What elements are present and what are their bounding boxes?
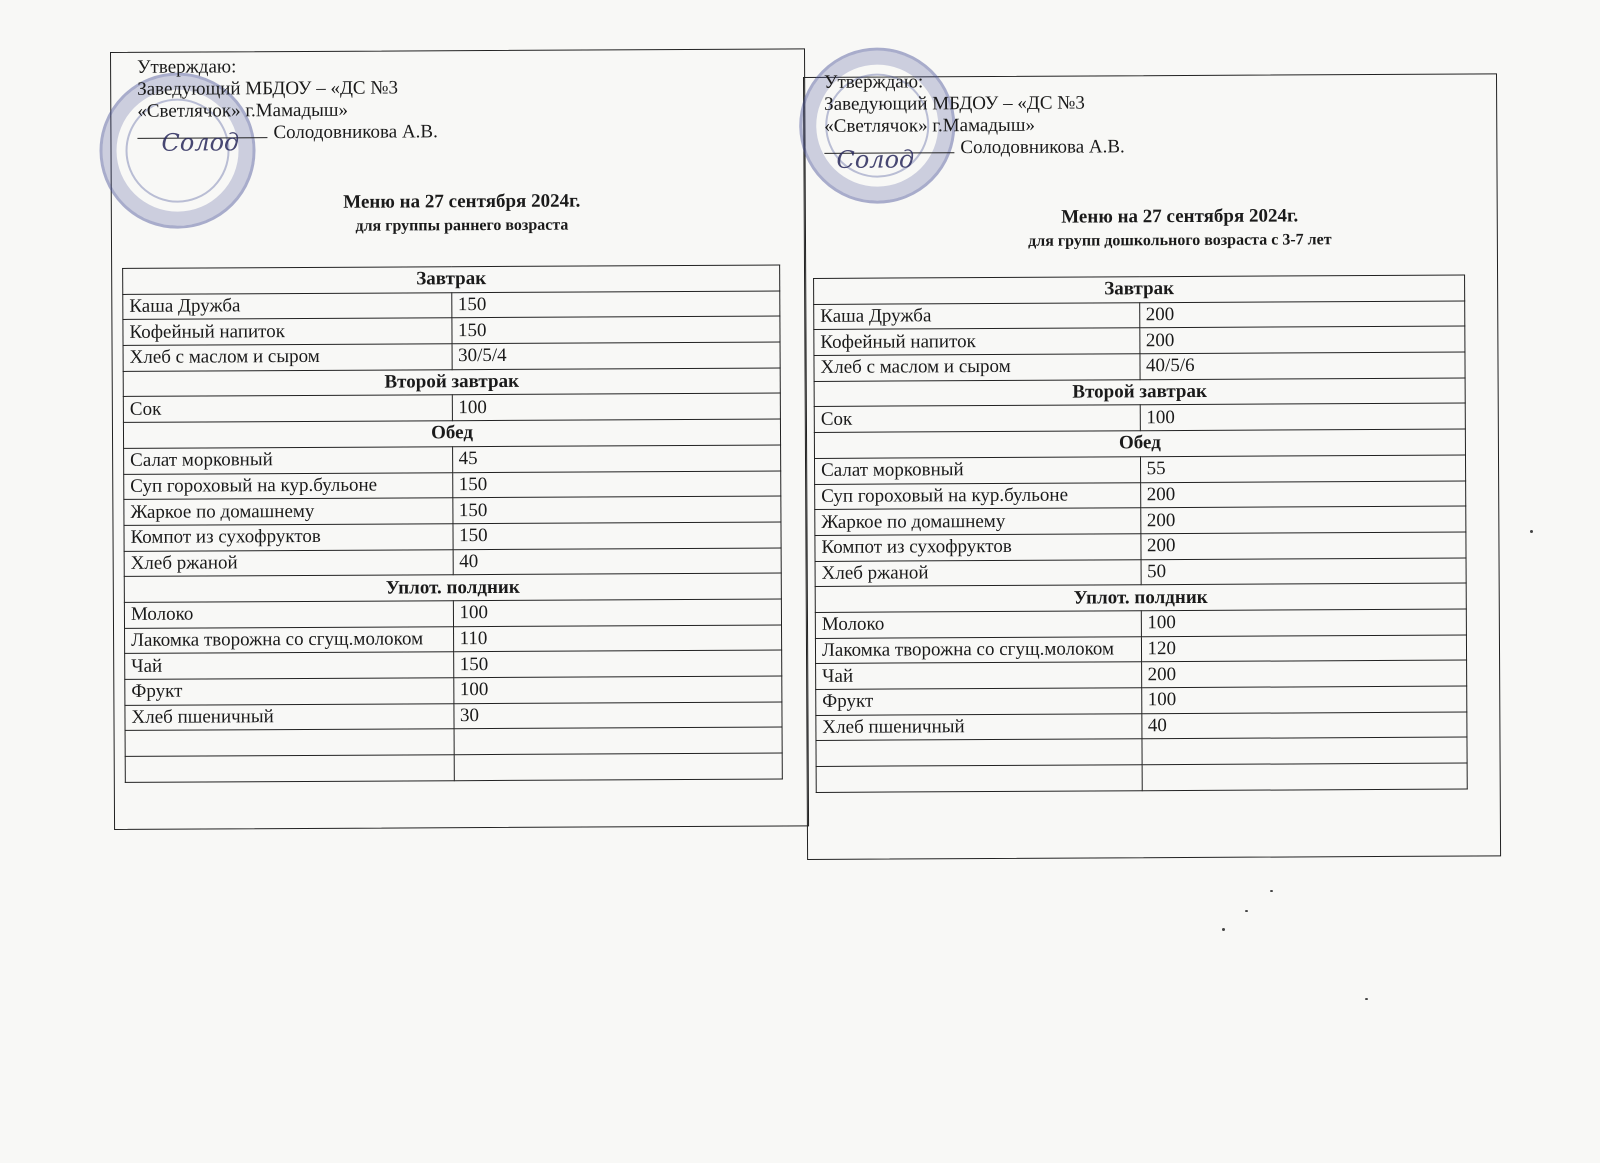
section-header-row xyxy=(124,573,781,602)
section-header-row xyxy=(815,583,1466,612)
portion-grams: 40 xyxy=(453,548,782,575)
dish-name: Лакомка творожна со сгущ.молоком xyxy=(815,636,1141,663)
handwritten-signature: Солод xyxy=(161,128,240,157)
dish-name: Салат морковный xyxy=(814,457,1140,484)
portion-grams: 50 xyxy=(1141,558,1467,585)
menu-title xyxy=(960,205,1400,251)
portion-grams: 110 xyxy=(453,625,782,652)
table-row xyxy=(816,737,1467,766)
approval-line: «Светлячок» г.Мамадыш» xyxy=(824,114,1035,137)
portion-grams: 100 xyxy=(1140,403,1466,430)
portion-grams: 100 xyxy=(452,393,781,420)
dish-name: Кофейный напиток xyxy=(123,318,452,345)
table-row xyxy=(125,625,782,654)
signature-line xyxy=(137,123,267,139)
table-row xyxy=(814,301,1465,330)
portion-grams: 150 xyxy=(453,650,782,677)
menu-panel-early-age xyxy=(110,48,809,830)
portion-grams: 100 xyxy=(1141,686,1467,713)
scan-speck xyxy=(1365,998,1368,1000)
section-header-row xyxy=(123,419,780,448)
menu-date-title: Меню на 27 сентября 2024г. xyxy=(1061,205,1299,228)
scan-speck xyxy=(1245,910,1248,912)
menu-date-title: Меню на 27 сентября 2024г. xyxy=(343,190,581,213)
table-row xyxy=(816,712,1467,741)
handwritten-signature: Солод xyxy=(836,145,915,174)
signature-line xyxy=(824,138,954,154)
table-row xyxy=(815,558,1466,587)
dish-name: Фрукт xyxy=(816,688,1142,715)
table-row xyxy=(125,676,782,705)
section-header-row xyxy=(814,378,1465,407)
table-row xyxy=(123,393,780,422)
portion-grams: 200 xyxy=(1140,532,1466,559)
dish-name xyxy=(816,765,1142,792)
table-row xyxy=(816,686,1467,715)
dish-name xyxy=(125,755,454,782)
table-row xyxy=(125,702,782,731)
table-row xyxy=(815,635,1466,664)
dish-name: Фрукт xyxy=(125,678,454,705)
signer-name: Солодовникова А.В. xyxy=(960,136,1125,159)
portion-grams: 120 xyxy=(1141,635,1467,662)
table-row xyxy=(814,352,1465,381)
dish-name: Молоко xyxy=(815,611,1141,638)
menu-panel-preschool xyxy=(803,73,1501,860)
portion-grams: 200 xyxy=(1139,326,1465,353)
section-title: Обед xyxy=(123,419,780,448)
dish-name: Сок xyxy=(123,395,452,422)
dish-name: Суп гороховый на кур.бульоне xyxy=(815,482,1141,509)
portion-grams: 200 xyxy=(1141,660,1467,687)
portion-grams: 45 xyxy=(452,445,781,472)
menu-title xyxy=(292,190,632,236)
table-row xyxy=(124,599,781,628)
dish-name: Хлеб с маслом и сыром xyxy=(123,344,452,371)
section-title: Второй завтрак xyxy=(123,368,780,397)
dish-name: Хлеб пшеничный xyxy=(125,703,454,730)
dish-name: Хлеб пшеничный xyxy=(816,713,1142,740)
portion-grams: 150 xyxy=(451,291,780,318)
approval-line: Заведующий МБДОУ – «ДС №3 xyxy=(824,92,1085,115)
table-row xyxy=(814,403,1465,432)
table-row xyxy=(124,496,781,525)
dish-name: Компот из сухофруктов xyxy=(815,534,1141,561)
menu-table xyxy=(813,275,1468,793)
portion-grams: 200 xyxy=(1140,506,1466,533)
dish-name: Лакомка творожна со сгущ.молоком xyxy=(125,626,454,653)
portion-grams: 40/5/6 xyxy=(1139,352,1465,379)
approval-line: Утверждаю: xyxy=(137,56,237,78)
approval-line: Заведующий МБДОУ – «ДС №3 xyxy=(137,77,398,100)
dish-name: Жаркое по домашнему xyxy=(815,508,1141,535)
section-title: Уплот. полдник xyxy=(815,583,1466,612)
portion-grams: 30 xyxy=(453,702,782,729)
portion-grams: 55 xyxy=(1140,455,1466,482)
section-title: Завтрак xyxy=(814,275,1465,304)
dish-name: Хлеб с маслом и сыром xyxy=(814,354,1140,381)
dish-name: Кофейный напиток xyxy=(814,328,1140,355)
table-row xyxy=(815,506,1466,535)
menu-table-body xyxy=(814,275,1468,792)
table-row xyxy=(123,291,780,320)
approval-block xyxy=(137,55,438,145)
menu-table-body xyxy=(123,265,783,782)
table-row xyxy=(124,522,781,551)
section-title: Завтрак xyxy=(123,265,780,294)
table-row xyxy=(814,326,1465,355)
portion-grams: 100 xyxy=(453,599,782,626)
dish-name: Каша Дружба xyxy=(814,302,1140,329)
scan-speck xyxy=(1530,530,1533,533)
table-row xyxy=(124,445,781,474)
menu-table xyxy=(122,264,783,782)
portion-grams: 40 xyxy=(1141,712,1467,739)
menu-group-subtitle: для групп дошкольного возраста с 3-7 лет xyxy=(1028,231,1332,250)
approval-line: «Светлячок» г.Мамадыш» xyxy=(137,99,349,122)
dish-name: Жаркое по домашнему xyxy=(124,498,453,525)
dish-name: Молоко xyxy=(124,601,453,628)
table-row xyxy=(123,316,780,345)
portion-grams xyxy=(454,727,783,754)
table-row xyxy=(124,470,781,499)
table-row xyxy=(815,481,1466,510)
dish-name: Каша Дружба xyxy=(123,292,452,319)
table-row xyxy=(124,548,781,577)
table-row xyxy=(125,753,782,782)
portion-grams: 200 xyxy=(1140,481,1466,508)
approval-line: Утверждаю: xyxy=(823,71,924,93)
table-row xyxy=(815,532,1466,561)
scan-speck xyxy=(1270,890,1273,892)
scan-speck xyxy=(1222,928,1225,931)
dish-name: Хлеб ржаной xyxy=(815,559,1141,586)
portion-grams: 30/5/4 xyxy=(452,342,781,369)
dish-name: Салат морковный xyxy=(124,447,453,474)
table-row xyxy=(816,660,1467,689)
section-title: Обед xyxy=(814,429,1465,458)
portion-grams: 150 xyxy=(452,522,781,549)
portion-grams: 200 xyxy=(1139,301,1465,328)
dish-name: Сок xyxy=(814,405,1140,432)
portion-grams xyxy=(1142,763,1468,790)
table-row xyxy=(814,455,1465,484)
portion-grams: 150 xyxy=(451,316,780,343)
table-row xyxy=(125,650,782,679)
approval-block xyxy=(824,70,1125,160)
portion-grams: 100 xyxy=(1141,609,1467,636)
dish-name: Суп гороховый на кур.бульоне xyxy=(124,472,453,499)
table-row xyxy=(816,763,1467,792)
section-header-row xyxy=(123,265,780,294)
table-row xyxy=(123,342,780,371)
portion-grams xyxy=(454,753,783,780)
portion-grams: 150 xyxy=(452,496,781,523)
section-header-row xyxy=(814,429,1465,458)
table-row xyxy=(125,727,782,756)
portion-grams xyxy=(1141,737,1467,764)
dish-name: Компот из сухофруктов xyxy=(124,524,453,551)
portion-grams: 150 xyxy=(452,470,781,497)
dish-name xyxy=(816,739,1142,766)
dish-name: Чай xyxy=(125,652,454,679)
menu-group-subtitle: для группы раннего возраста xyxy=(355,216,569,235)
section-header-row xyxy=(814,275,1465,304)
dish-name: Чай xyxy=(816,662,1142,689)
dish-name: Хлеб ржаной xyxy=(124,549,453,576)
section-title: Уплот. полдник xyxy=(124,573,781,602)
signer-name: Солодовникова А.В. xyxy=(273,121,438,144)
portion-grams: 100 xyxy=(453,676,782,703)
section-header-row xyxy=(123,368,780,397)
table-row xyxy=(815,609,1466,638)
section-title: Второй завтрак xyxy=(814,378,1465,407)
dish-name xyxy=(125,729,454,756)
